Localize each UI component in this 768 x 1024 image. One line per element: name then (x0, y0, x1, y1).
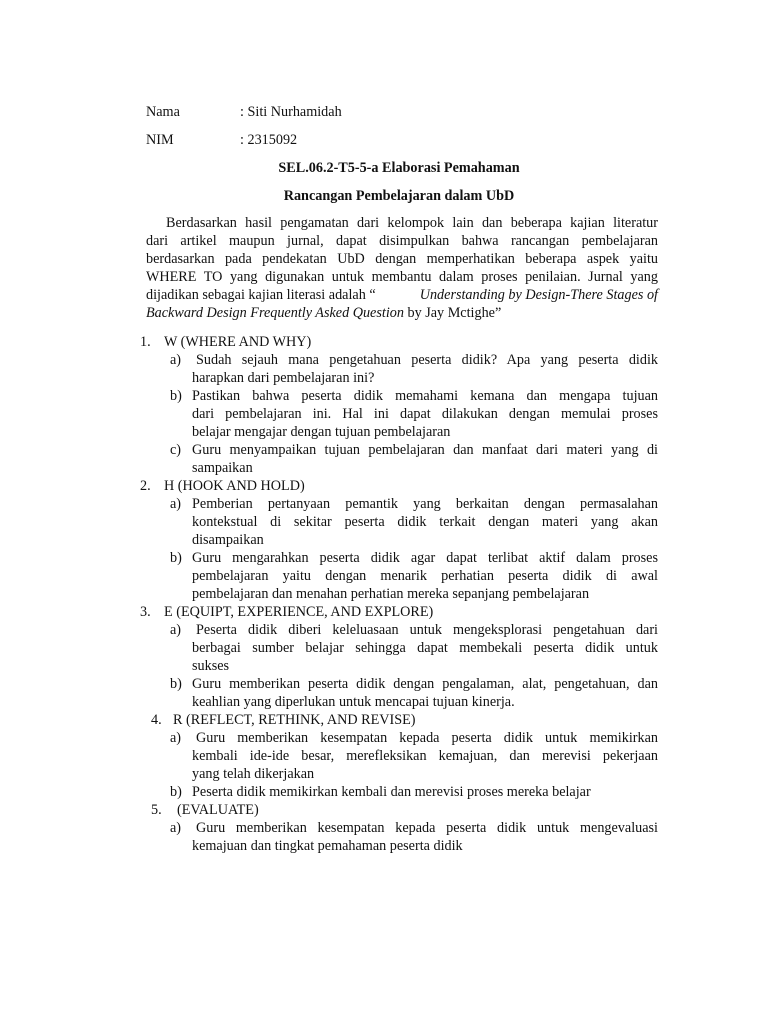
section-5-item-a-line-2: kemajuan dan tingkat pemahaman peserta didik (192, 838, 463, 854)
section-3-heading: E (EQUIPT, EXPERIENCE, AND EXPLORE) (164, 604, 434, 620)
journal-title-part-2: Backward Design Frequently Asked Question (146, 305, 404, 321)
intro-line-3: berdasarkan pada pendekatan UbD dengan memperhatikan beberapa aspek yaitu (146, 251, 658, 267)
section-4-heading: R (REFLECT, RETHINK, AND REVISE) (173, 712, 416, 728)
section-2-number: 2. (140, 478, 151, 494)
section-1-item-a-line-1: Sudah sejauh mana pengetahuan peserta didik? Apa yang peserta didik (196, 352, 658, 368)
section-2-item-b-line-3: pembelajaran dan menahan perhatian mereka sepanjang pembelajaran (192, 586, 590, 602)
section-4-item-a-letter: a) (170, 730, 182, 746)
section-5-item-a-line-1: Guru memberikan kesempatan kepada peserta didik untuk mengevaluasi (196, 820, 658, 836)
section-2-item-b-line-1: Guru mengarahkan peserta didik agar dapat terlibat aktif dalam proses (192, 550, 658, 566)
section-2-item-a-line-3: disampaikan (192, 532, 264, 548)
section-4-item-a-line-2: kembali ide-ide besar, merefleksikan kemajuan, dan merevisi pekerjaan (192, 748, 658, 764)
section-4-item-b-line-1: Peserta didik memikirkan kembali dan merevisi proses mereka belajar (192, 784, 591, 800)
journal-title-part-1: Understanding by Design-There Stages of (419, 287, 658, 303)
section-1-item-a-letter: a) (170, 352, 182, 368)
section-4-item-b-letter: b) (170, 784, 182, 800)
intro-line-6 (146, 304, 501, 322)
document-subtitle: Rancangan Pembelajaran dalam UbD (283, 188, 515, 204)
section-4-item-a-line-1: Guru memberikan kesempatan kepada peserta didik untuk memikirkan (196, 730, 658, 746)
section-1-item-a-line-2: harapkan dari pembelajaran ini? (192, 370, 375, 386)
section-2-item-a-line-1: Pemberian pertanyaan pemantik yang berkaitan dengan permasalahan (192, 496, 658, 512)
nim-value: : 2315092 (240, 132, 298, 148)
section-2-item-b-line-2: pembelajaran yaitu dengan menarik perhatian peserta didik di awal (192, 568, 658, 584)
section-5-number: 5. (151, 802, 162, 818)
section-2-item-a-line-2: kontekstual di sekitar peserta didik terkait dengan materi yang akan (192, 514, 658, 530)
section-5-item-a-letter: a) (170, 820, 182, 836)
section-1-item-b-line-3: belajar mengajar dengan tujuan pembelajaran (192, 424, 451, 440)
section-1-item-c-letter: c) (170, 442, 182, 458)
section-3-item-a-line-1: Peserta didik diberi keleluasaan untuk mengeksplorasi pengetahuan dari (196, 622, 658, 638)
section-4-item-a-line-3: yang telah dikerjakan (192, 766, 315, 782)
intro-line-4: WHERE TO yang digunakan untuk membantu dalam proses penilaian. Jurnal yang (146, 269, 658, 285)
section-1-item-b-line-1: Pastikan bahwa peserta didik memahami kemana dan mengapa tujuan (192, 388, 658, 404)
section-2-item-a-letter: a) (170, 496, 182, 512)
section-1-item-c-line-1: Guru menyampaikan tujuan pembelajaran dan manfaat dari materi yang di (192, 442, 658, 458)
section-3-item-a-letter: a) (170, 622, 182, 638)
intro-line-5-text: dijadikan sebagai kajian literasi adalah “ (146, 287, 376, 303)
section-1-number: 1. (140, 334, 151, 350)
section-5-heading: (EVALUATE) (177, 802, 259, 818)
section-1-item-b-letter: b) (170, 388, 182, 404)
journal-author: by Jay Mctighe” (403, 305, 502, 321)
section-1-heading: W (WHERE AND WHY) (164, 334, 312, 350)
section-3-item-b-line-1: Guru memberikan peserta didik dengan pengalaman, alat, pengetahuan, dan (192, 676, 658, 692)
name-label: Nama (146, 104, 180, 120)
intro-line-5 (146, 286, 658, 304)
section-1-item-c-line-2: sampaikan (192, 460, 253, 476)
section-2-item-b-letter: b) (170, 550, 182, 566)
name-value: : Siti Nurhamidah (240, 104, 342, 120)
section-2-heading: H (HOOK AND HOLD) (164, 478, 305, 494)
section-3-item-a-line-2: berbagai sumber belajar sehingga dapat membekali peserta didik untuk (192, 640, 658, 656)
section-3-item-a-line-3: sukses (192, 658, 230, 674)
document-title: SEL.06.2-T5-5-a Elaborasi Pemahaman (278, 160, 520, 176)
nim-label: NIM (146, 132, 174, 148)
section-3-item-b-letter: b) (170, 676, 182, 692)
section-3-number: 3. (140, 604, 151, 620)
intro-line-1: Berdasarkan hasil pengamatan dari kelompok lain dan beberapa kajian literatur (166, 215, 658, 231)
intro-line-2: dari artikel maupun jurnal, dapat disimpulkan bahwa rancangan pembelajaran (146, 233, 658, 249)
section-1-item-b-line-2: dari pembelajaran ini. Hal ini dapat dilakukan dengan memulai proses (192, 406, 658, 422)
section-4-number: 4. (151, 712, 162, 728)
section-3-item-b-line-2: keahlian yang diperlukan untuk mencapai tujuan kinerja. (192, 694, 515, 710)
